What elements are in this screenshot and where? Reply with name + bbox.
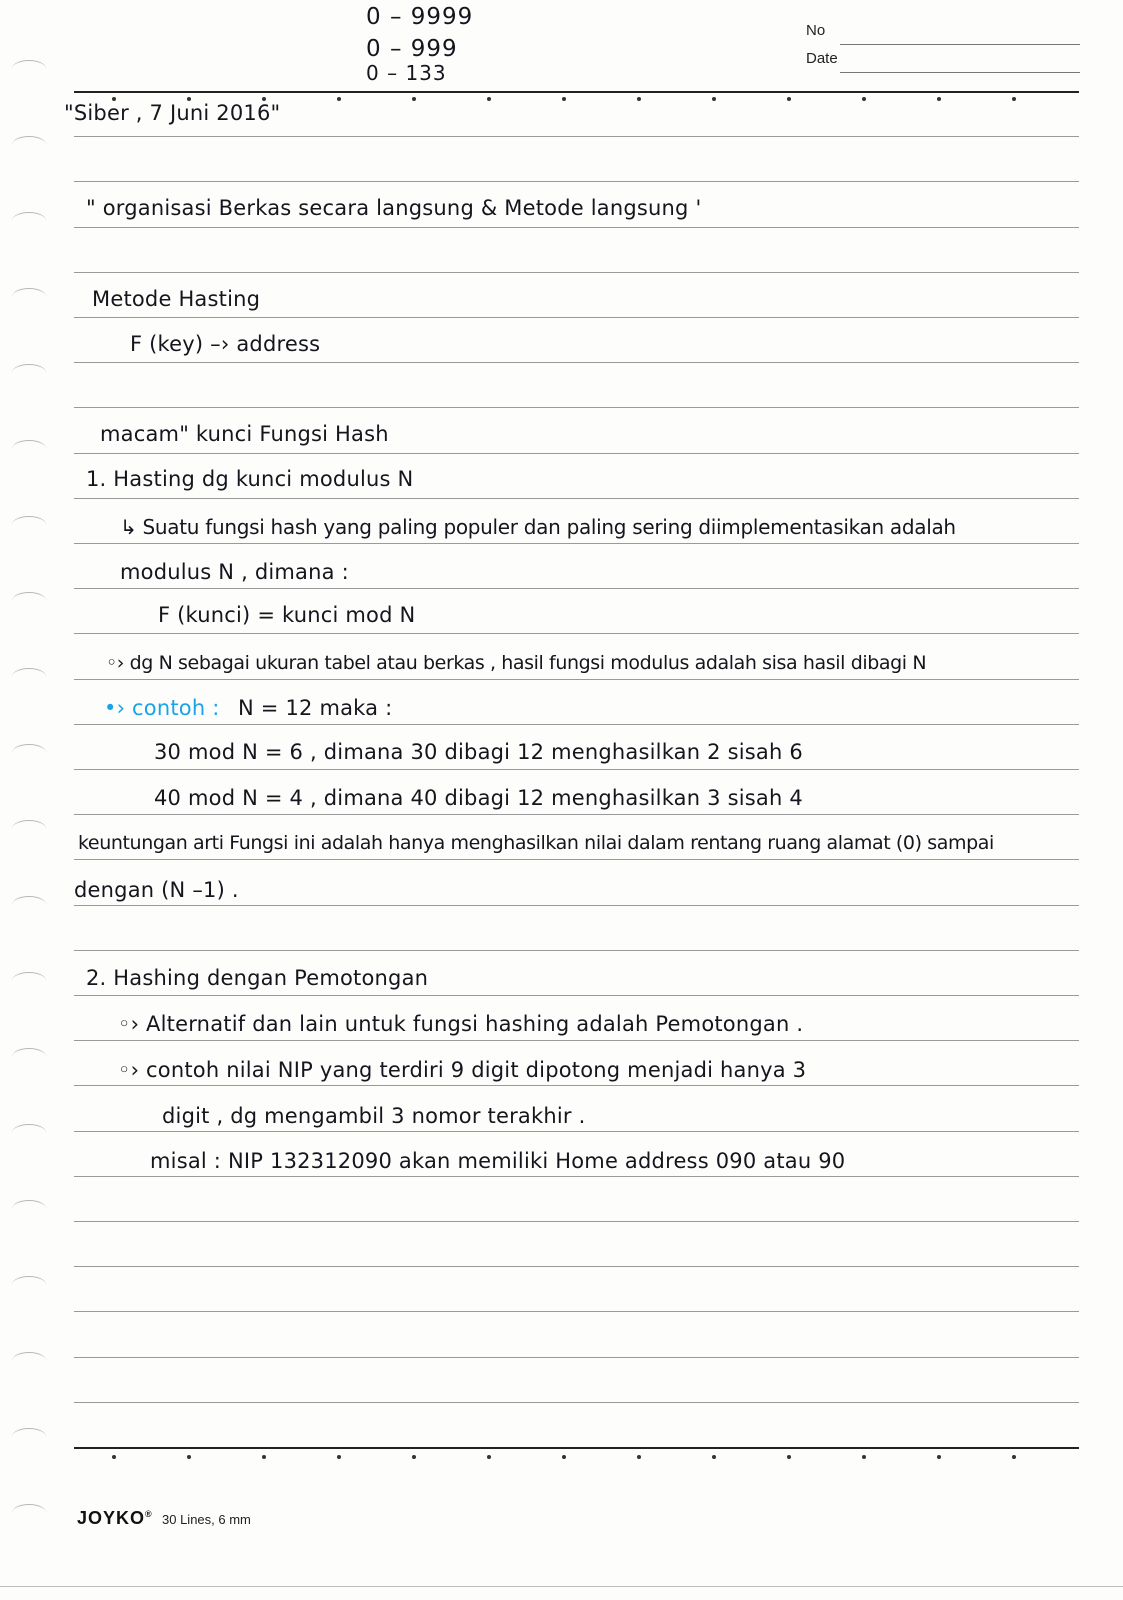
- rule-line: [74, 1085, 1079, 1086]
- rule-border: [74, 1447, 1079, 1449]
- rule-line: [74, 724, 1079, 725]
- rule-line: [74, 317, 1079, 318]
- rule-line: [74, 543, 1079, 544]
- rule-line: [74, 995, 1079, 996]
- binding-hole: [12, 668, 46, 685]
- bottom-dot-marker: [262, 1455, 266, 1459]
- rule-line: [74, 181, 1079, 182]
- bottom-dot-marker: [937, 1455, 941, 1459]
- rule-line: [74, 1221, 1079, 1222]
- bottom-dot-marker: [712, 1455, 716, 1459]
- rule-line: [74, 859, 1079, 860]
- rule-line: [74, 1311, 1079, 1312]
- bottom-dot-marker: [337, 1455, 341, 1459]
- rule-line: [74, 227, 1079, 228]
- top-dot-marker: [862, 97, 866, 101]
- rule-line: [74, 814, 1079, 815]
- note-item-1-desc: ↳ Suatu fungsi hash yang paling populer dan paling sering diimplementasikan adalah: [120, 515, 956, 539]
- bottom-dot-marker: [637, 1455, 641, 1459]
- rule-line: [74, 679, 1079, 680]
- bottom-dot-marker: [487, 1455, 491, 1459]
- date-field-line: [840, 72, 1080, 73]
- rule-line: [74, 407, 1079, 408]
- date-label: Date: [806, 50, 838, 67]
- rule-line: [74, 272, 1079, 273]
- rule-line: [74, 950, 1079, 951]
- note-item-2-heading: 2. Hashing dengan Pemotongan: [86, 966, 429, 990]
- note-item-2-instance: misal : NIP 132312090 akan memiliki Home address 090 atau 90: [150, 1149, 846, 1173]
- top-note-2: 0 – 999: [366, 36, 458, 62]
- binding-hole: [12, 1276, 46, 1293]
- note-item-2-example: ◦› contoh nilai NIP yang terdiri 9 digit dipotong menjadi hanya 3: [118, 1058, 807, 1082]
- binding-hole: [12, 972, 46, 989]
- note-heading-hashing: Metode Hasting: [92, 287, 261, 311]
- note-title: " organisasi Berkas secara langsung & Metode langsung ': [86, 196, 702, 220]
- note-date: "Siber , 7 Juni 2016": [64, 101, 281, 125]
- binding-hole: [12, 60, 46, 77]
- note-example-30: 30 mod N = 6 , dimana 30 dibagi 12 menghasilkan 2 sisah 6: [154, 740, 803, 764]
- note-item-1-heading: 1. Hasting dg kunci modulus N: [86, 467, 414, 491]
- binding-hole: [12, 592, 46, 609]
- binding-hole: [12, 212, 46, 229]
- top-dot-marker: [712, 97, 716, 101]
- binding-hole: [12, 820, 46, 837]
- rule-line: [74, 588, 1079, 589]
- brand-logo: JOYKO®: [77, 1508, 153, 1528]
- binding-hole: [12, 136, 46, 153]
- rule-line: [74, 1131, 1079, 1132]
- note-example-params: N = 12 maka :: [238, 696, 393, 720]
- binding-hole: [12, 1504, 46, 1521]
- bottom-dot-marker: [112, 1455, 116, 1459]
- rule-line: [74, 1176, 1079, 1177]
- note-example-40: 40 mod N = 4 , dimana 40 dibagi 12 menghasilkan 3 sisah 4: [154, 786, 803, 810]
- rule-line: [74, 1357, 1079, 1358]
- top-dot-marker: [937, 97, 941, 101]
- top-dot-marker: [637, 97, 641, 101]
- note-types-heading: macam" kunci Fungsi Hash: [100, 422, 389, 446]
- note-formula-key: F (key) –› address: [130, 332, 321, 356]
- note-advantage: keuntungan arti Fungsi ini adalah hanya menghasilkan nilai dalam rentang ruang alamat (0) sampai: [78, 832, 994, 854]
- rule-line: [74, 498, 1079, 499]
- binding-hole: [12, 1200, 46, 1217]
- note-item-2-alt: ◦› Alternatif dan lain untuk fungsi hashing adalah Pemotongan .: [118, 1012, 804, 1036]
- note-mod-formula: F (kunci) = kunci mod N: [158, 603, 416, 627]
- binding-hole: [12, 1124, 46, 1141]
- rule-line: [74, 1266, 1079, 1267]
- no-field-line: [840, 44, 1080, 45]
- binding-hole: [12, 1352, 46, 1369]
- rule-line: [74, 453, 1079, 454]
- top-dot-marker: [562, 97, 566, 101]
- binding-hole: [12, 364, 46, 381]
- rule-line: [74, 362, 1079, 363]
- top-dot-marker: [487, 97, 491, 101]
- top-dot-marker: [337, 97, 341, 101]
- top-dot-marker: [412, 97, 416, 101]
- note-mod-explanation: ◦› dg N sebagai ukuran tabel atau berkas , hasil fungsi modulus adalah sisa hasil dibagi N: [106, 652, 927, 674]
- note-example-label: •› contoh :: [104, 696, 220, 720]
- note-item-2-example-cont: digit , dg mengambil 3 nomor terakhir .: [162, 1104, 586, 1128]
- binding-hole: [12, 440, 46, 457]
- binding-hole: [12, 288, 46, 305]
- note-item-1-desc-cont: modulus N , dimana :: [120, 560, 349, 584]
- binding-hole: [12, 516, 46, 533]
- binding-hole: [12, 744, 46, 761]
- bottom-dot-marker: [1012, 1455, 1016, 1459]
- bottom-dot-marker: [412, 1455, 416, 1459]
- binding-hole: [12, 896, 46, 913]
- top-dot-marker: [787, 97, 791, 101]
- bottom-dot-marker: [787, 1455, 791, 1459]
- bottom-dot-marker: [187, 1455, 191, 1459]
- paper-spec: 30 Lines, 6 mm: [162, 1512, 251, 1527]
- note-advantage-cont: dengan (N –1) .: [74, 878, 239, 902]
- rule-border: [74, 91, 1079, 93]
- rule-line: [74, 633, 1079, 634]
- bottom-dot-marker: [862, 1455, 866, 1459]
- top-dot-marker: [1012, 97, 1016, 101]
- rule-line: [74, 769, 1079, 770]
- page-bottom-edge: [0, 1586, 1123, 1587]
- binding-hole: [12, 1048, 46, 1065]
- top-note-1: 0 – 9999: [366, 4, 474, 30]
- binding-hole: [12, 1428, 46, 1445]
- rule-line: [74, 136, 1079, 137]
- bottom-dot-marker: [562, 1455, 566, 1459]
- rule-line: [74, 1040, 1079, 1041]
- top-note-3: 0 – 133: [366, 61, 447, 85]
- rule-line: [74, 905, 1079, 906]
- rule-line: [74, 1402, 1079, 1403]
- no-label: No: [806, 22, 826, 39]
